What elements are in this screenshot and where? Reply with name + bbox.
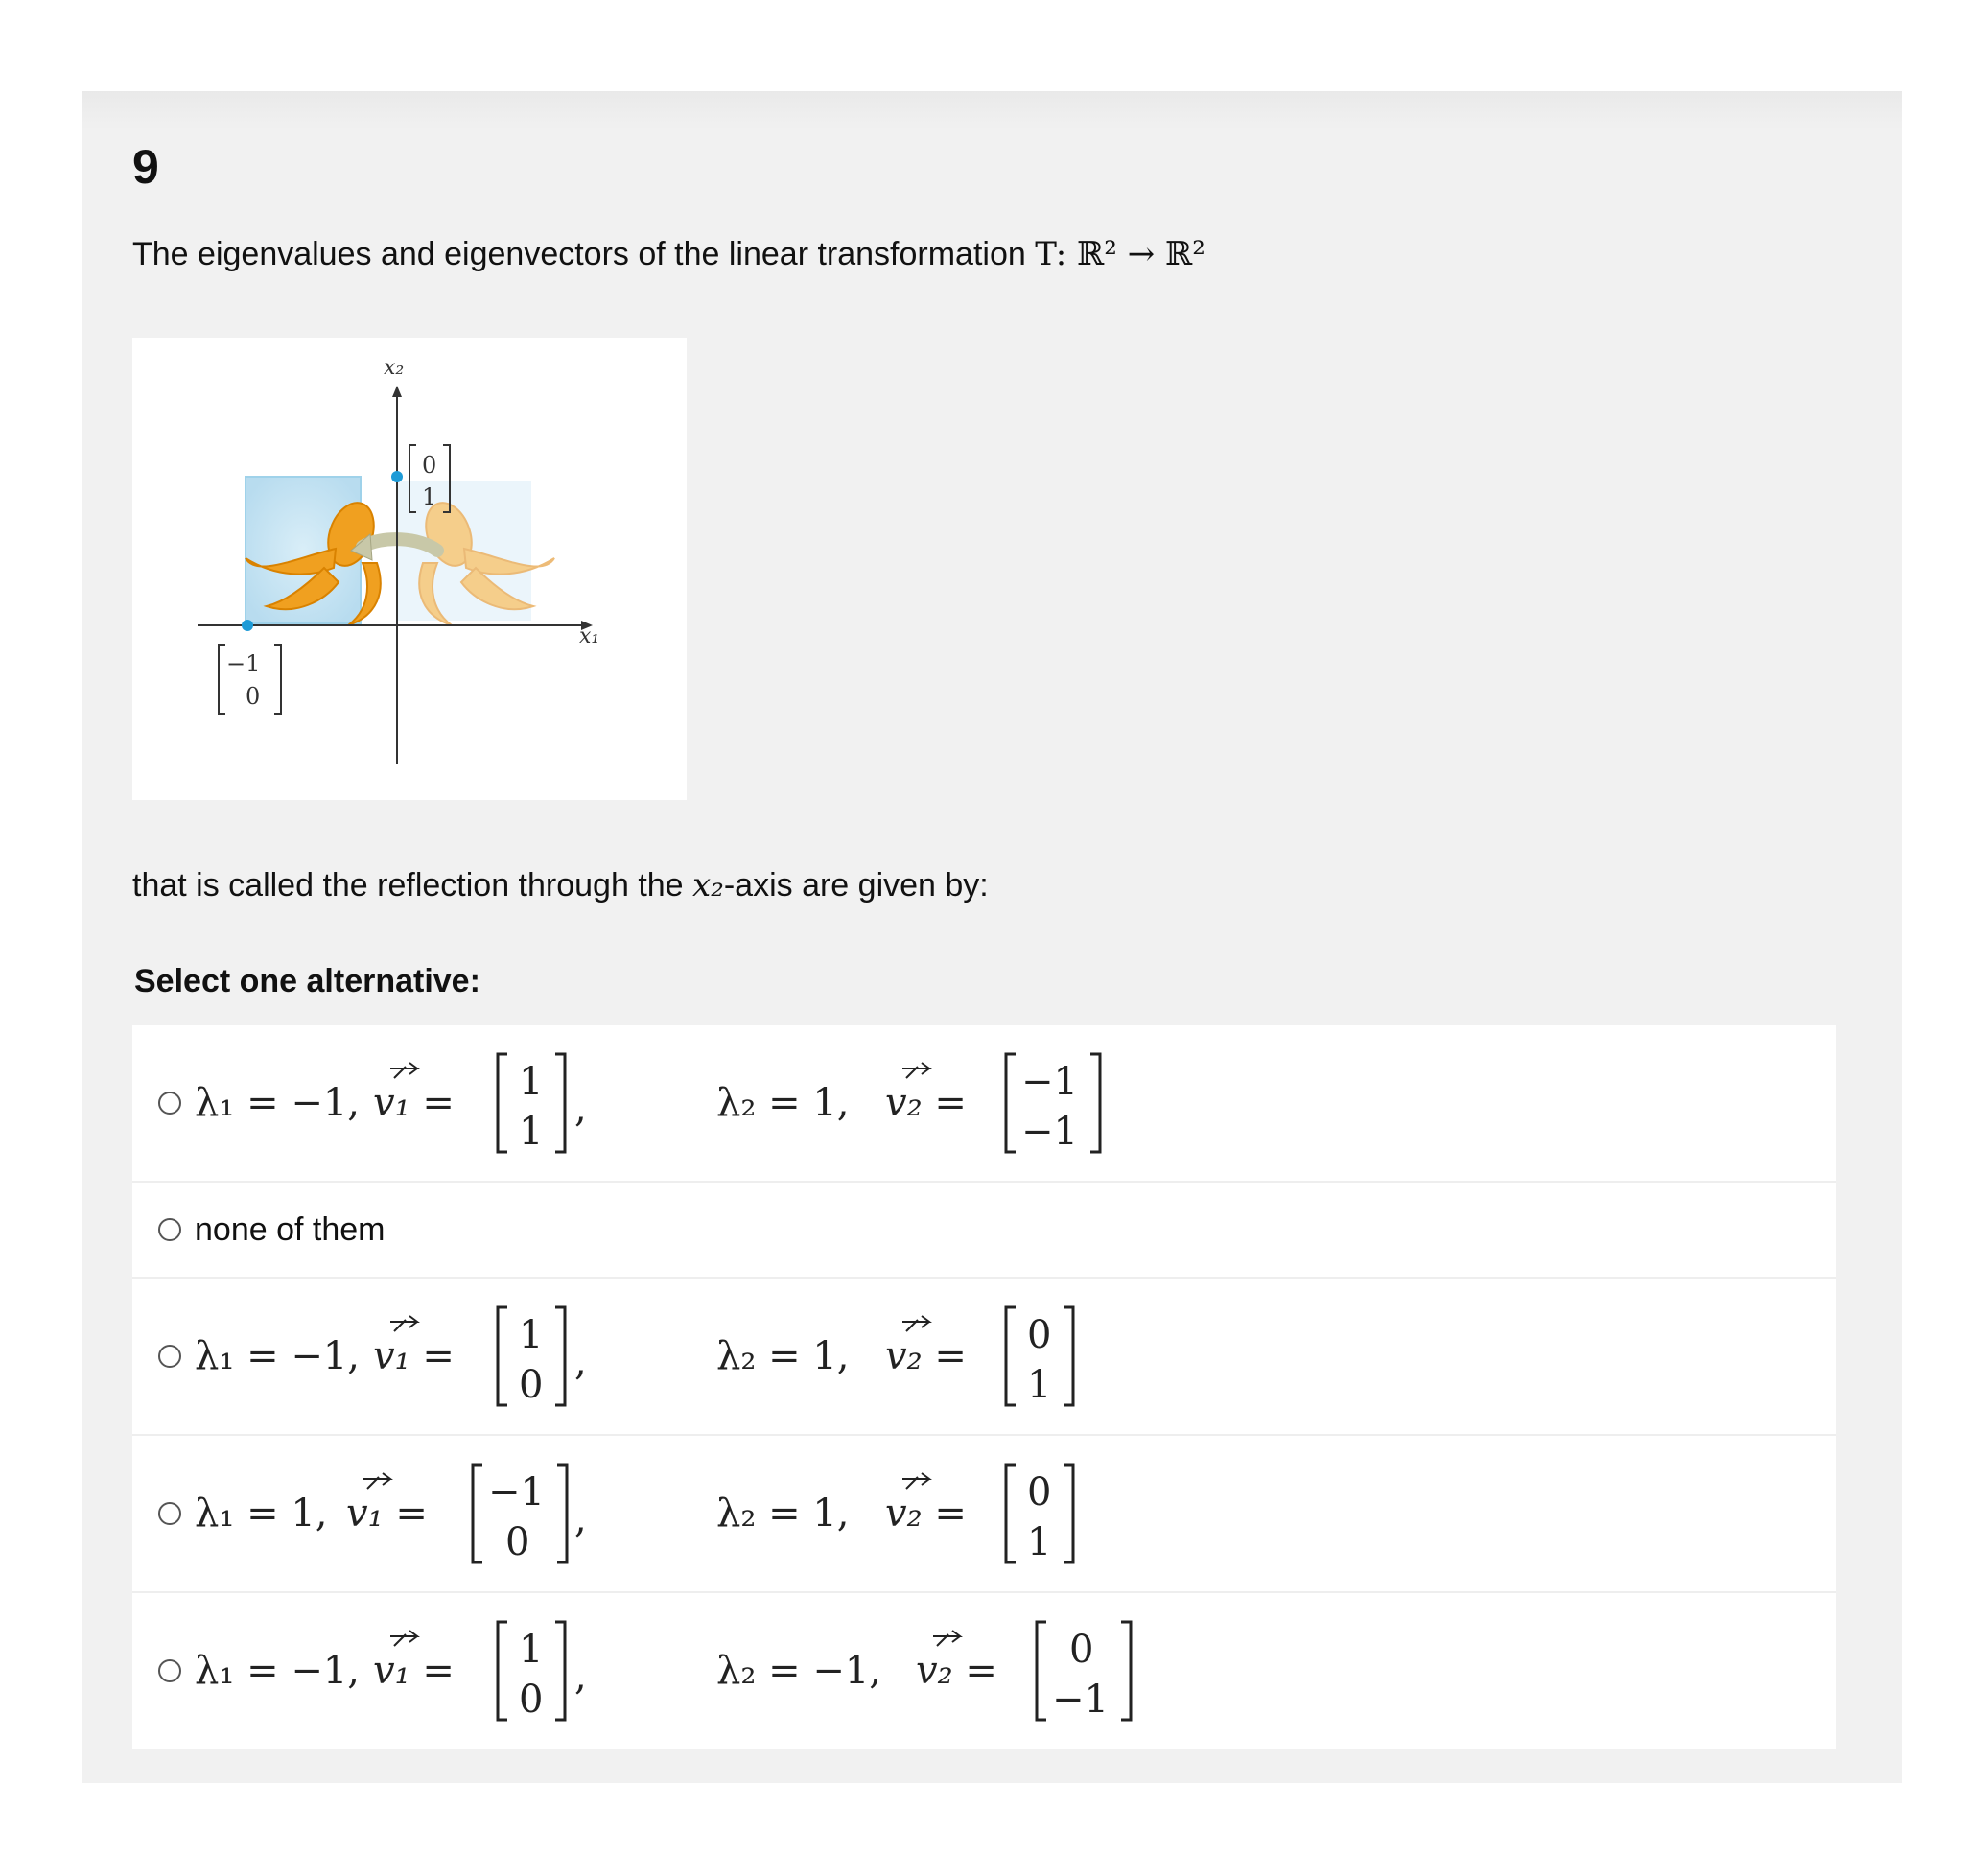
prompt2-after: -axis are given by:: [723, 867, 989, 904]
question-prompt: [132, 235, 1205, 273]
lambda1: λ₁ = −1,: [195, 1334, 361, 1378]
prompt2-math: x₂: [692, 866, 724, 904]
vector-left-bottom: 0: [246, 683, 261, 710]
reflection-figure: [132, 338, 687, 800]
question-prompt-2: [132, 866, 989, 904]
lambda2: λ₂ = −1,: [716, 1649, 882, 1693]
v1-top: 1: [519, 1628, 544, 1672]
answer-option-4[interactable]: [132, 1436, 1836, 1593]
option-5-math: [181, 1593, 1716, 1749]
x1-label: x₁: [579, 624, 600, 648]
v1-top: −1: [488, 1470, 545, 1515]
answer-option-3[interactable]: [132, 1279, 1836, 1436]
option-4-expression: [181, 1436, 1836, 1591]
point-left: [242, 620, 253, 631]
svg-text:,: ,: [574, 1497, 587, 1541]
svg-text:,: ,: [574, 1340, 587, 1384]
point-up: [391, 471, 403, 482]
answer-option-1[interactable]: [132, 1025, 1836, 1183]
v1-bottom: 0: [519, 1678, 544, 1722]
v1-top: 1: [519, 1060, 544, 1104]
v2-label: v₂ =: [916, 1649, 997, 1693]
svg-text:,: ,: [574, 1087, 587, 1131]
question-panel: [82, 91, 1902, 1783]
option-3-math: [181, 1279, 1716, 1434]
v2-bottom: −1: [1021, 1110, 1078, 1154]
vector-up-top: 0: [422, 452, 437, 479]
v2-label: v₂ =: [885, 1081, 967, 1125]
reflection-diagram: [132, 338, 687, 800]
select-label: Select one alternative:: [134, 963, 480, 999]
v1-label: v₁ =: [373, 1649, 455, 1693]
radio-button[interactable]: [158, 1092, 181, 1115]
v2-top: −1: [1021, 1060, 1078, 1104]
x2-axis-arrow: [392, 386, 402, 397]
option-5-expression: [181, 1593, 1836, 1749]
lambda1: λ₁ = 1,: [195, 1491, 328, 1536]
radio-button[interactable]: [158, 1659, 181, 1682]
v1-label: v₁ =: [346, 1491, 428, 1536]
prompt-math: T: ℝ² → ℝ²: [1035, 235, 1205, 273]
v2-top: 0: [1027, 1313, 1052, 1357]
option-4-math: [181, 1436, 1716, 1591]
answer-option-2[interactable]: [132, 1183, 1836, 1279]
v2-label: v₂ =: [885, 1491, 967, 1536]
v1-bottom: 1: [519, 1110, 544, 1154]
radio-button[interactable]: [158, 1502, 181, 1525]
lambda2: λ₂ = 1,: [716, 1081, 850, 1125]
option-1-math: [181, 1025, 1716, 1181]
v2-top: 0: [1027, 1470, 1052, 1515]
v1-label: v₁ =: [373, 1334, 455, 1378]
option-2-text: none of them: [195, 1210, 386, 1248]
x2-label: x₂: [384, 356, 405, 380]
v1-bottom: 0: [519, 1363, 544, 1407]
lambda2: λ₂ = 1,: [716, 1334, 850, 1378]
v2-bottom: 1: [1027, 1520, 1052, 1564]
vector-up-bottom: 1: [422, 483, 437, 510]
vector-left-top: −1: [226, 650, 261, 677]
prompt-text: The eigenvalues and eigenvectors of the linear transformation: [132, 236, 1026, 272]
svg-text:,: ,: [574, 1655, 587, 1699]
lambda1: λ₁ = −1,: [195, 1081, 361, 1125]
v1-top: 1: [519, 1313, 544, 1357]
lambda1: λ₁ = −1,: [195, 1649, 361, 1693]
radio-button[interactable]: [158, 1345, 181, 1368]
v2-top: 0: [1069, 1628, 1094, 1672]
prompt2-before: that is called the reflection through the: [132, 867, 693, 904]
v1-bottom: 0: [505, 1520, 530, 1564]
lambda2: λ₂ = 1,: [716, 1491, 850, 1536]
v2-bottom: −1: [1052, 1678, 1109, 1722]
option-1-expression: [181, 1025, 1836, 1181]
question-number: 9: [132, 140, 159, 194]
answer-options: [132, 1025, 1836, 1749]
v2-bottom: 1: [1027, 1363, 1052, 1407]
v2-label: v₂ =: [885, 1334, 967, 1378]
answer-option-5[interactable]: [132, 1593, 1836, 1749]
vector-left-label: [219, 645, 281, 714]
radio-button[interactable]: [158, 1218, 181, 1241]
option-3-expression: [181, 1279, 1836, 1434]
v1-label: v₁ =: [373, 1081, 455, 1125]
